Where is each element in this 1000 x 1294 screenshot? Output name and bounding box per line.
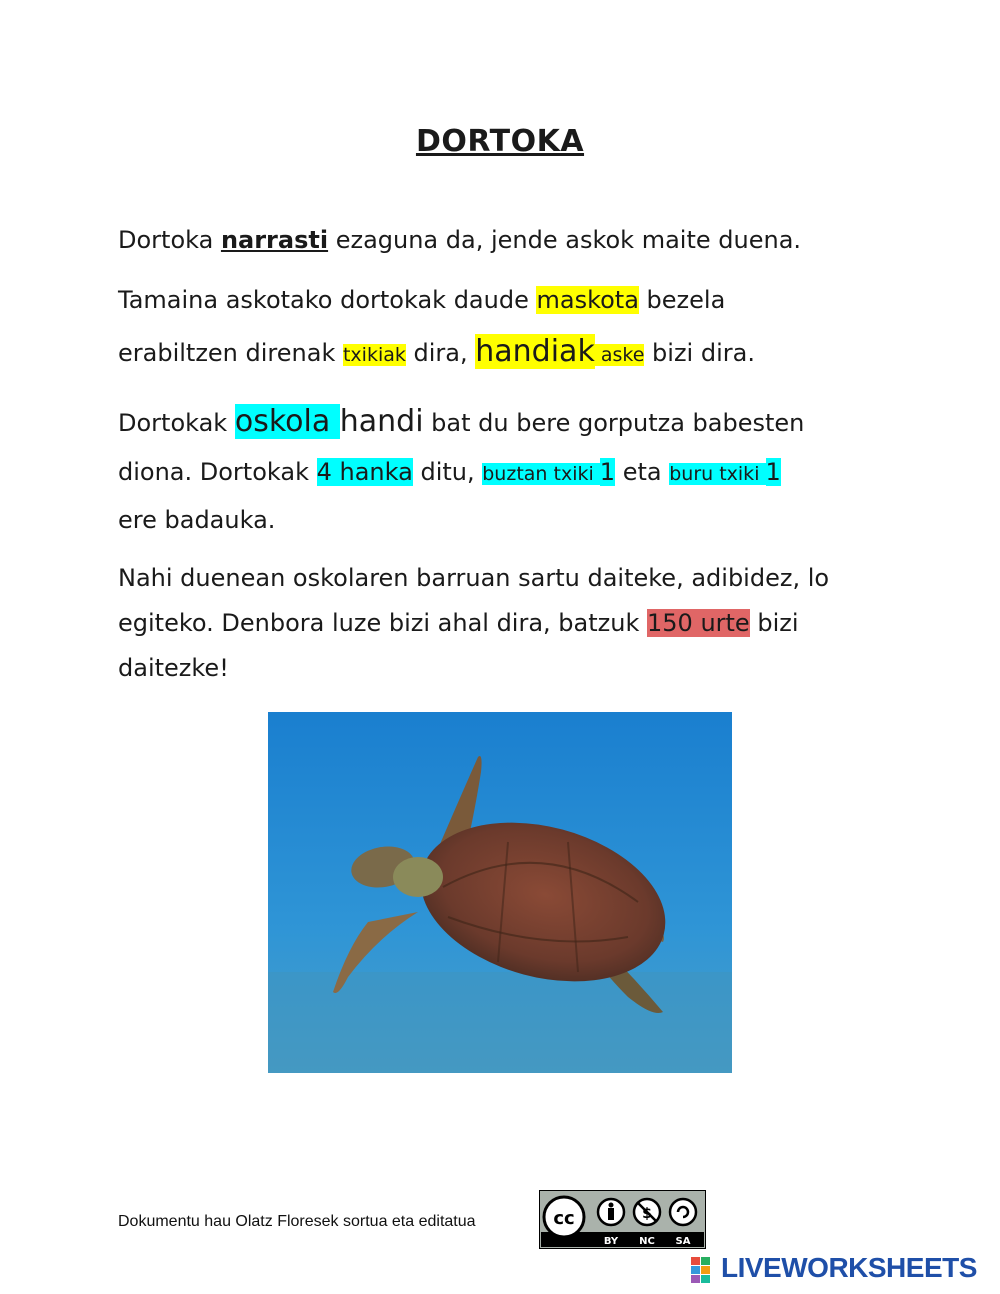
- text: bizi: [749, 609, 799, 637]
- page-title: DORTOKA: [415, 124, 585, 159]
- text: erabiltzen direnak: [118, 339, 343, 367]
- text: Dortoka: [118, 226, 221, 254]
- by-label: BY: [603, 1236, 619, 1247]
- text: dira,: [405, 339, 476, 367]
- paragraph-3-line-2: [118, 458, 781, 486]
- text: bat du bere gorputza babesten: [423, 409, 805, 437]
- highlight-150-urte: 150 urte: [647, 609, 750, 637]
- highlight-maskota: maskota: [536, 286, 639, 314]
- keyword-narrasti: narrasti: [220, 226, 329, 254]
- text: Tamaina askotako dortokak daude: [118, 286, 537, 314]
- paragraph-2-line-1: [118, 286, 725, 314]
- highlight-buru-txiki: buru txiki: [669, 463, 766, 485]
- footer-credit: Dokumentu hau Olatz Floresek sortua eta editatua: [118, 1213, 476, 1230]
- paragraph-4-line-2: [118, 609, 799, 637]
- highlight-buztan-txiki: buztan txiki: [482, 463, 600, 485]
- text: Dortokak: [118, 409, 235, 437]
- text: egiteko. Denbora luze bizi ahal dira, batzuk: [118, 609, 647, 637]
- cc-text: cc: [553, 1208, 575, 1229]
- liveworksheets-logo-text: LIVEWORKSHEETS: [721, 1252, 977, 1283]
- highlight-buztan-count: 1: [599, 458, 616, 486]
- highlight-oskola: oskola: [234, 404, 340, 439]
- sea-turtle-photo: [268, 712, 732, 1073]
- text: ezaguna da, jende askok maite duena.: [328, 226, 802, 254]
- highlight-4-hanka: 4 hanka: [316, 458, 413, 486]
- text: eta: [615, 458, 670, 486]
- highlight-buru-count: 1: [765, 458, 781, 486]
- highlight-txikiak: txikiak: [342, 344, 406, 366]
- text: ditu,: [412, 458, 483, 486]
- creative-commons-license-badge: [539, 1190, 706, 1249]
- text: bizi dira.: [644, 339, 755, 367]
- sa-label: SA: [675, 1236, 691, 1247]
- highlight-aske: aske: [594, 344, 645, 366]
- text: bezela: [638, 286, 726, 314]
- paragraph-4-line-3: daitezke!: [118, 654, 229, 682]
- paragraph-3-line-3: ere badauka.: [118, 506, 276, 534]
- word-handi: handi: [339, 404, 424, 439]
- svg-text:$: $: [642, 1206, 652, 1222]
- liveworksheets-logo-icon: [691, 1254, 719, 1284]
- paragraph-4-line-1: Nahi duenean oskolaren barruan sartu daiteke, adibidez, lo: [118, 564, 830, 592]
- paragraph-2-line-2: [118, 334, 755, 369]
- highlight-handiak: handiak: [475, 334, 595, 369]
- paragraph-1: [118, 226, 801, 254]
- text: diona. Dortokak: [118, 458, 317, 486]
- sa-icon: [670, 1199, 696, 1225]
- nc-label: NC: [639, 1236, 655, 1247]
- paragraph-3-line-1: [118, 404, 804, 439]
